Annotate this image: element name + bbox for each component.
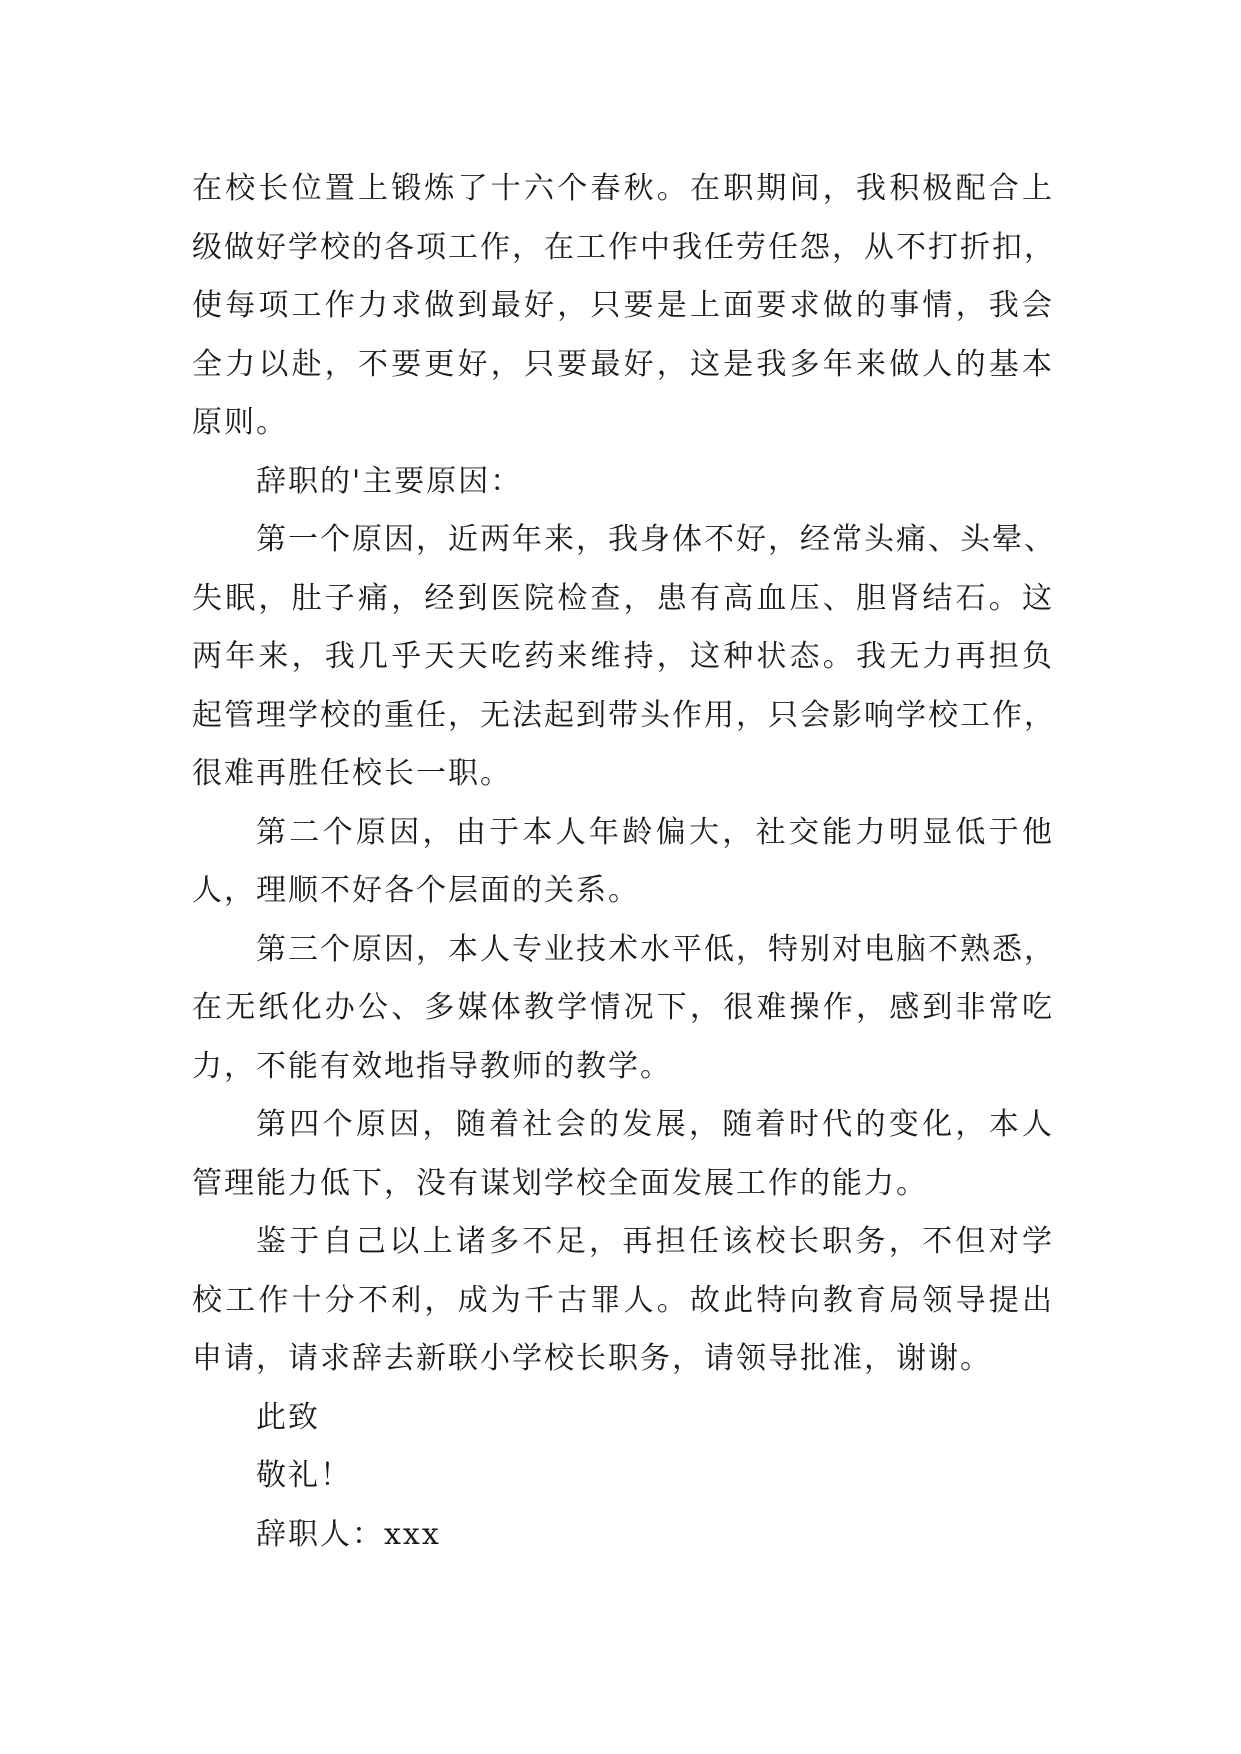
intro-paragraph — [192, 160, 1054, 453]
text-line: 起管理学校的重任，无法起到带头作用，只会影响学校工作， — [192, 697, 1056, 733]
text-line: 原则。 — [192, 405, 288, 440]
text-line: 两年来，我几乎天天吃药来维持，这种状态。我无力再担负 — [192, 639, 1054, 674]
reason-3-paragraph — [192, 921, 1054, 1097]
text-line: 级做好学校的各项工作，在工作中我任劳任怨，从不打折扣， — [192, 229, 1056, 265]
text-line: 很难再胜任校长一职。 — [192, 756, 512, 791]
conclusion-paragraph — [192, 1213, 1054, 1389]
signature-line: 辞职人：xxx — [256, 1516, 441, 1552]
reason-4-paragraph — [192, 1096, 1054, 1213]
document-page — [192, 160, 1054, 1564]
text-line: 第二个原因，由于本人年龄偏大，社交能力明显低于他 — [256, 814, 1054, 850]
text-line: 人，理顺不好各个层面的关系。 — [192, 873, 640, 908]
text-line: 管理能力低下，没有谋划学校全面发展工作的能力。 — [192, 1165, 928, 1201]
text-line: 失眠，肚子痛，经到医院检查，患有高血压、胆肾结石。这 — [192, 580, 1054, 616]
text-line: 力，不能有效地指导教师的教学。 — [192, 1048, 672, 1084]
text-line: 在校长位置上锻炼了十六个春秋。在职期间，我积极配合上 — [192, 171, 1054, 206]
text-line: 校工作十分不利，成为千古罪人。故此特向教育局领导提出 — [192, 1282, 1054, 1318]
text-line: 第三个原因，本人专业技术水平低，特别对电脑不熟悉， — [256, 931, 1056, 967]
text-line: 第四个原因，随着社会的发展，随着时代的变化，本人 — [256, 1107, 1054, 1142]
closing-regards: 敬礼！ — [256, 1458, 352, 1493]
reason-2-paragraph — [192, 804, 1054, 921]
text-line: 全力以赴，不要更好，只要最好，这是我多年来做人的基本 — [192, 346, 1054, 382]
text-line: 第一个原因，近两年来，我身体不好，经常头痛、头晕、 — [256, 522, 1056, 557]
text-line: 鉴于自己以上诸多不足，再担任该校长职务，不但对学 — [256, 1224, 1054, 1259]
text-line: 申请，请求辞去新联小学校长职务，请领导批准，谢谢。 — [192, 1341, 992, 1376]
reasons-heading: 辞职的'主要原因： — [256, 463, 523, 499]
reason-1-paragraph — [192, 511, 1054, 804]
text-line: 在无纸化办公、多媒体教学情况下，很难操作，感到非常吃 — [192, 990, 1054, 1025]
closing-salutation: 此致 — [256, 1399, 320, 1435]
text-line: 使每项工作力求做到最好，只要是上面要求做的事情，我会 — [192, 288, 1054, 323]
